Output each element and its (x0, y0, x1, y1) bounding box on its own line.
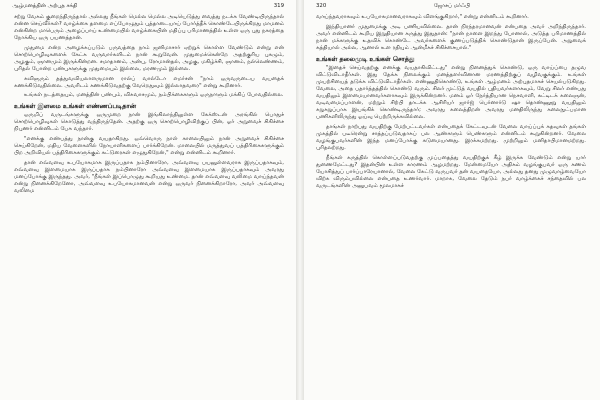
paragraph: நீங்கள் கருத்தில் கொள்ளப்படுவதற்கு முப்பதைத்து வயதிற்குக் கீழ் இருக்க வேண்டும் என்று யார் துணைமேட்டது? இதன்பின் உள்ள காரணம் ஆழமற்றது. மேன்மையோ அதிகம் வழங்குபவர் ஒரு கணம் யோசித்துப் பார்ப்பாரேயானால், வேலை கேட்டு வருபவர் தன் வயதையோ, அல்லது தனது முழுவாழ்வையோ விற்க விரும்பவில்லை என்பதை உணர்வார். மாறாக, வேலை தேடும் நபர் வாழ்க்கைச் சந்தைவில் பல வருடங்களின் அனுபவம் மூலமாகச் (316, 154, 587, 189)
paragraph: "இதைச் செய்வதற்கு எனக்கு வயதாகிவிட்டது" என்று நினைத்துக் கொண்டு, ஒரு வாய்ப்பை தழுவ விட்டுவிடாதீர்கள். இது தேக்க நிலைக்கும் மனத்தளர்வினான மரணத்திற்குப் வழிவகுக்கும். உங்கள் முயற்சியைத் தடுக்க விட்டுவிடாதீர்கள். எண்ணுதிகொண்டு, உங்கள் ஆழ்மனம் அற்புதமாகச் செயல்படுகிறது. வேலை, அதை பதார்த்தத்தில் கொண்டு வரும். சிலர் முட்டுத் வயதில் புதியவர்களாகவும், வேறு சிலர் எண்பது வயதிலும் இளமையானவர்களாகவும் இருக்கின்றனர். மனம் ஓர் நேர்த்தியான நெசவாளி, கட்டிடக் கலைஞன், வடிவமைப்பாளன், மற்றும் சிற்பி தாடக்க ஆசிரியர் ஜார்ஜ் பெர்னார்டு ஷா தொண்ணூறு வயதிலும் சுறுசுறுப்பாக இயங்கிக் கொண்டிருந்தார்; அவரது கலைத்திறன் அவரது மனதிலிருந்து கலைநுட்பமான பணிகளிலிருந்து ஓய்வு பெற்றிருக்கவில்லை. (316, 64, 586, 121)
running-head-author: ஜோசப் மர்ஃபி (433, 3, 471, 9)
page-number: 319 (273, 3, 284, 9)
paragraph: ஒருமிப் வருடங்களுக்கு ஒருமுறை நான் இங்கிலாந்திலுள்ள கேக்ஸ்டன் அரங்கில் பொதுச் சொற்பொழிவுகள் கொடுத்து வந்திருந்தேன். அதற்கு ஒரு சொற்பொழிவிற்குப் பின், ஓர் அறுவைச் சிகிச்சை நிபுணர் என்னிடம் பேசு வந்தார். (14, 112, 284, 133)
right-page (304, 0, 600, 400)
paragraph: முதுமை என்ற அழைக்கப்படும் பருவத்தை நாம் ஜனிமாசார் ஏற்றுக் கொள்ள வேண்டும் என்று என் சொற்பொழிவுகளைக் கேட்க வருவார்களிடம் நான் கூறுவேன். முதுமைக்கென்றே அதற்குரிய புகழும், அழகும், ஞானமும் இருக்கின்றன. சமாதானம், அன்பு, ரோமான்தல், அழகு, மகிழ்ச்சி, ஞானம், நல்லெண்ணம், புரிதல் போன்ற பண்புகளுக்கு முதுமையும் இல்லை, மரணமும் இல்லை. (14, 44, 284, 72)
paragraph: சற்று வேகம் குறைந்திருந்தால் அல்லது நீங்கள் மெல்ல மெல்ல அடியெடுத்து வைத்து நடக்க வேண்டியிருந்தால் என்ன செய்வீர்கள்? வாழ்க்கை தளமை எப்போழுதும் புத்தாடையாய் போர்த்தீக் கொண்டேயிருக்கிறது மாமனம் என்கின்ற மாபெரும் அழைப்பாய் உண்மையில் வாழ்க்கையின் மதிப்பு பரிமாணத்தில் உள்ள ஒரு புது நகரத்தை நோக்கிய ஒரு பயணத்தான். (14, 14, 284, 42)
left-page-header (0, 3, 296, 13)
left-page (0, 0, 296, 400)
book-gutter (296, 0, 304, 400)
paragraph: உங்கள் நடத்தையும், மனத்தின் பண்பும், விசுவாசமும், நம்பிக்கைகளும் ஒருநாளும் மக்கிப் போவதில்லை. (24, 92, 284, 99)
right-page-header (304, 3, 600, 13)
section-heading: உங்கள் இளமை உங்கள் எண்ணப்படிதான் (14, 102, 136, 111)
paragraph: தான் எவ்வளவு உபயோகமாக இருப்பதாக நம்பினாரோ, அவ்வளவு பயனுள்ளவராக இருப்பதாகவும், எவ்வளவு இளமையாக இருப்பதாக நம்பினாரோ அவ்வளவு இளமையாக இருப்பதாகவும் அவரது மனப்போக்கு இருந்தது. அவர், "நீங்கள் இப்பொழுது கூறியது உண்மை. தான் எவ்வளவு வலிமை வாய்ந்தவன் என்று நினைக்கிறேனோ, அவ்வளவு உபயோகமானவன் என்று ஒருவர் நினைக்கிறாரோ, அவர் அவ்வளவு வலிமை (14, 159, 284, 194)
paragraph: இந்தியானர் முதுமைக்கு அடி பணியவில்லை. தான் நிரந்தரமானவன் என்பதை அவர் அறிந்திருந்தார். அவர் என்னிடம் கூறிய இறுதியான கருத்து இதுதான்: "நான் நாளை இறந்து போனால், அடுத்த பரிமாணத்தில் நான் மக்களுக்கு உதவிக் கொண்டே அவர்களைக் குணப்படுத்திக் கொண்டுதான் இருப்பேன். அறுவைக் கத்தியால் அல்ல, ஆனால் உள ரதியும் ஆன்மீகச் சிகிச்சையால்." (316, 23, 586, 51)
paragraph: "எனக்கு எண்பத்து நான்கு வயதாகிறது. ஒவ்வொரு நாள் காலையிலும் நான் அறுவைச் சிகிச்சை செய்கிறேன், மதிய வேளைகளில் நோயாளிகளைப் பார்க்கிறேன். மாலையில் மருத்துவப் பத்திரிகைகளுக்கும் பிற அறிவியல் பத்திரிகைகளுக்கும் கட்டுரைகள் எழுதுகிறேன்," என்று என்னிடம் கூறினார். (14, 136, 284, 157)
paragraph: வாய்ந்தவராகவும் உபயோகமானவராகவும் விளங்குகிறார்," என்று என்னிடம் கூறினார். (316, 14, 529, 20)
right-page-body (316, 14, 586, 398)
page-number: 320 (316, 3, 327, 9)
paragraph: தாங்கள் நாற்பது வயதிற்கு மேற்பட்டவர்கள் என்பதைக் கேட்டவுடன் வேலை வாய்ப்புக் கதவுகள் தங்கள் முகத்தில் படீரென்று சாத்தப்படுவதாகப் பல ஆண்களும் பெண்களும் என்னிடம் கூறுகின்றனர். வேலை வழங்குபவர்களின் இந்த மனப்போக்கு கடுமையானது. இரக்கமற்றது. முற்றிலும் மனிதாபிமானமற்றது. புரிதலற்றது. (316, 123, 586, 151)
section-heading: உங்கள் தலைமுடி உங்கள் சொத்து (316, 54, 415, 63)
paragraph: கவிஞரும் தத்துவவியலாளருமான ரால்ப் வால்டோ எமர்சன் "நாம் ஒருவருடைய வயதைக் கணக்கிடுவதில்லை. அவரிடம் கணக்கிடுவதற்கு வேறெதுவும் இல்லாதவரை" என்று கூறினார். (14, 75, 284, 89)
left-page-body (14, 14, 284, 398)
running-head-title: ஆழ்மனத்தின் அற்புத சக்தி (12, 3, 78, 9)
